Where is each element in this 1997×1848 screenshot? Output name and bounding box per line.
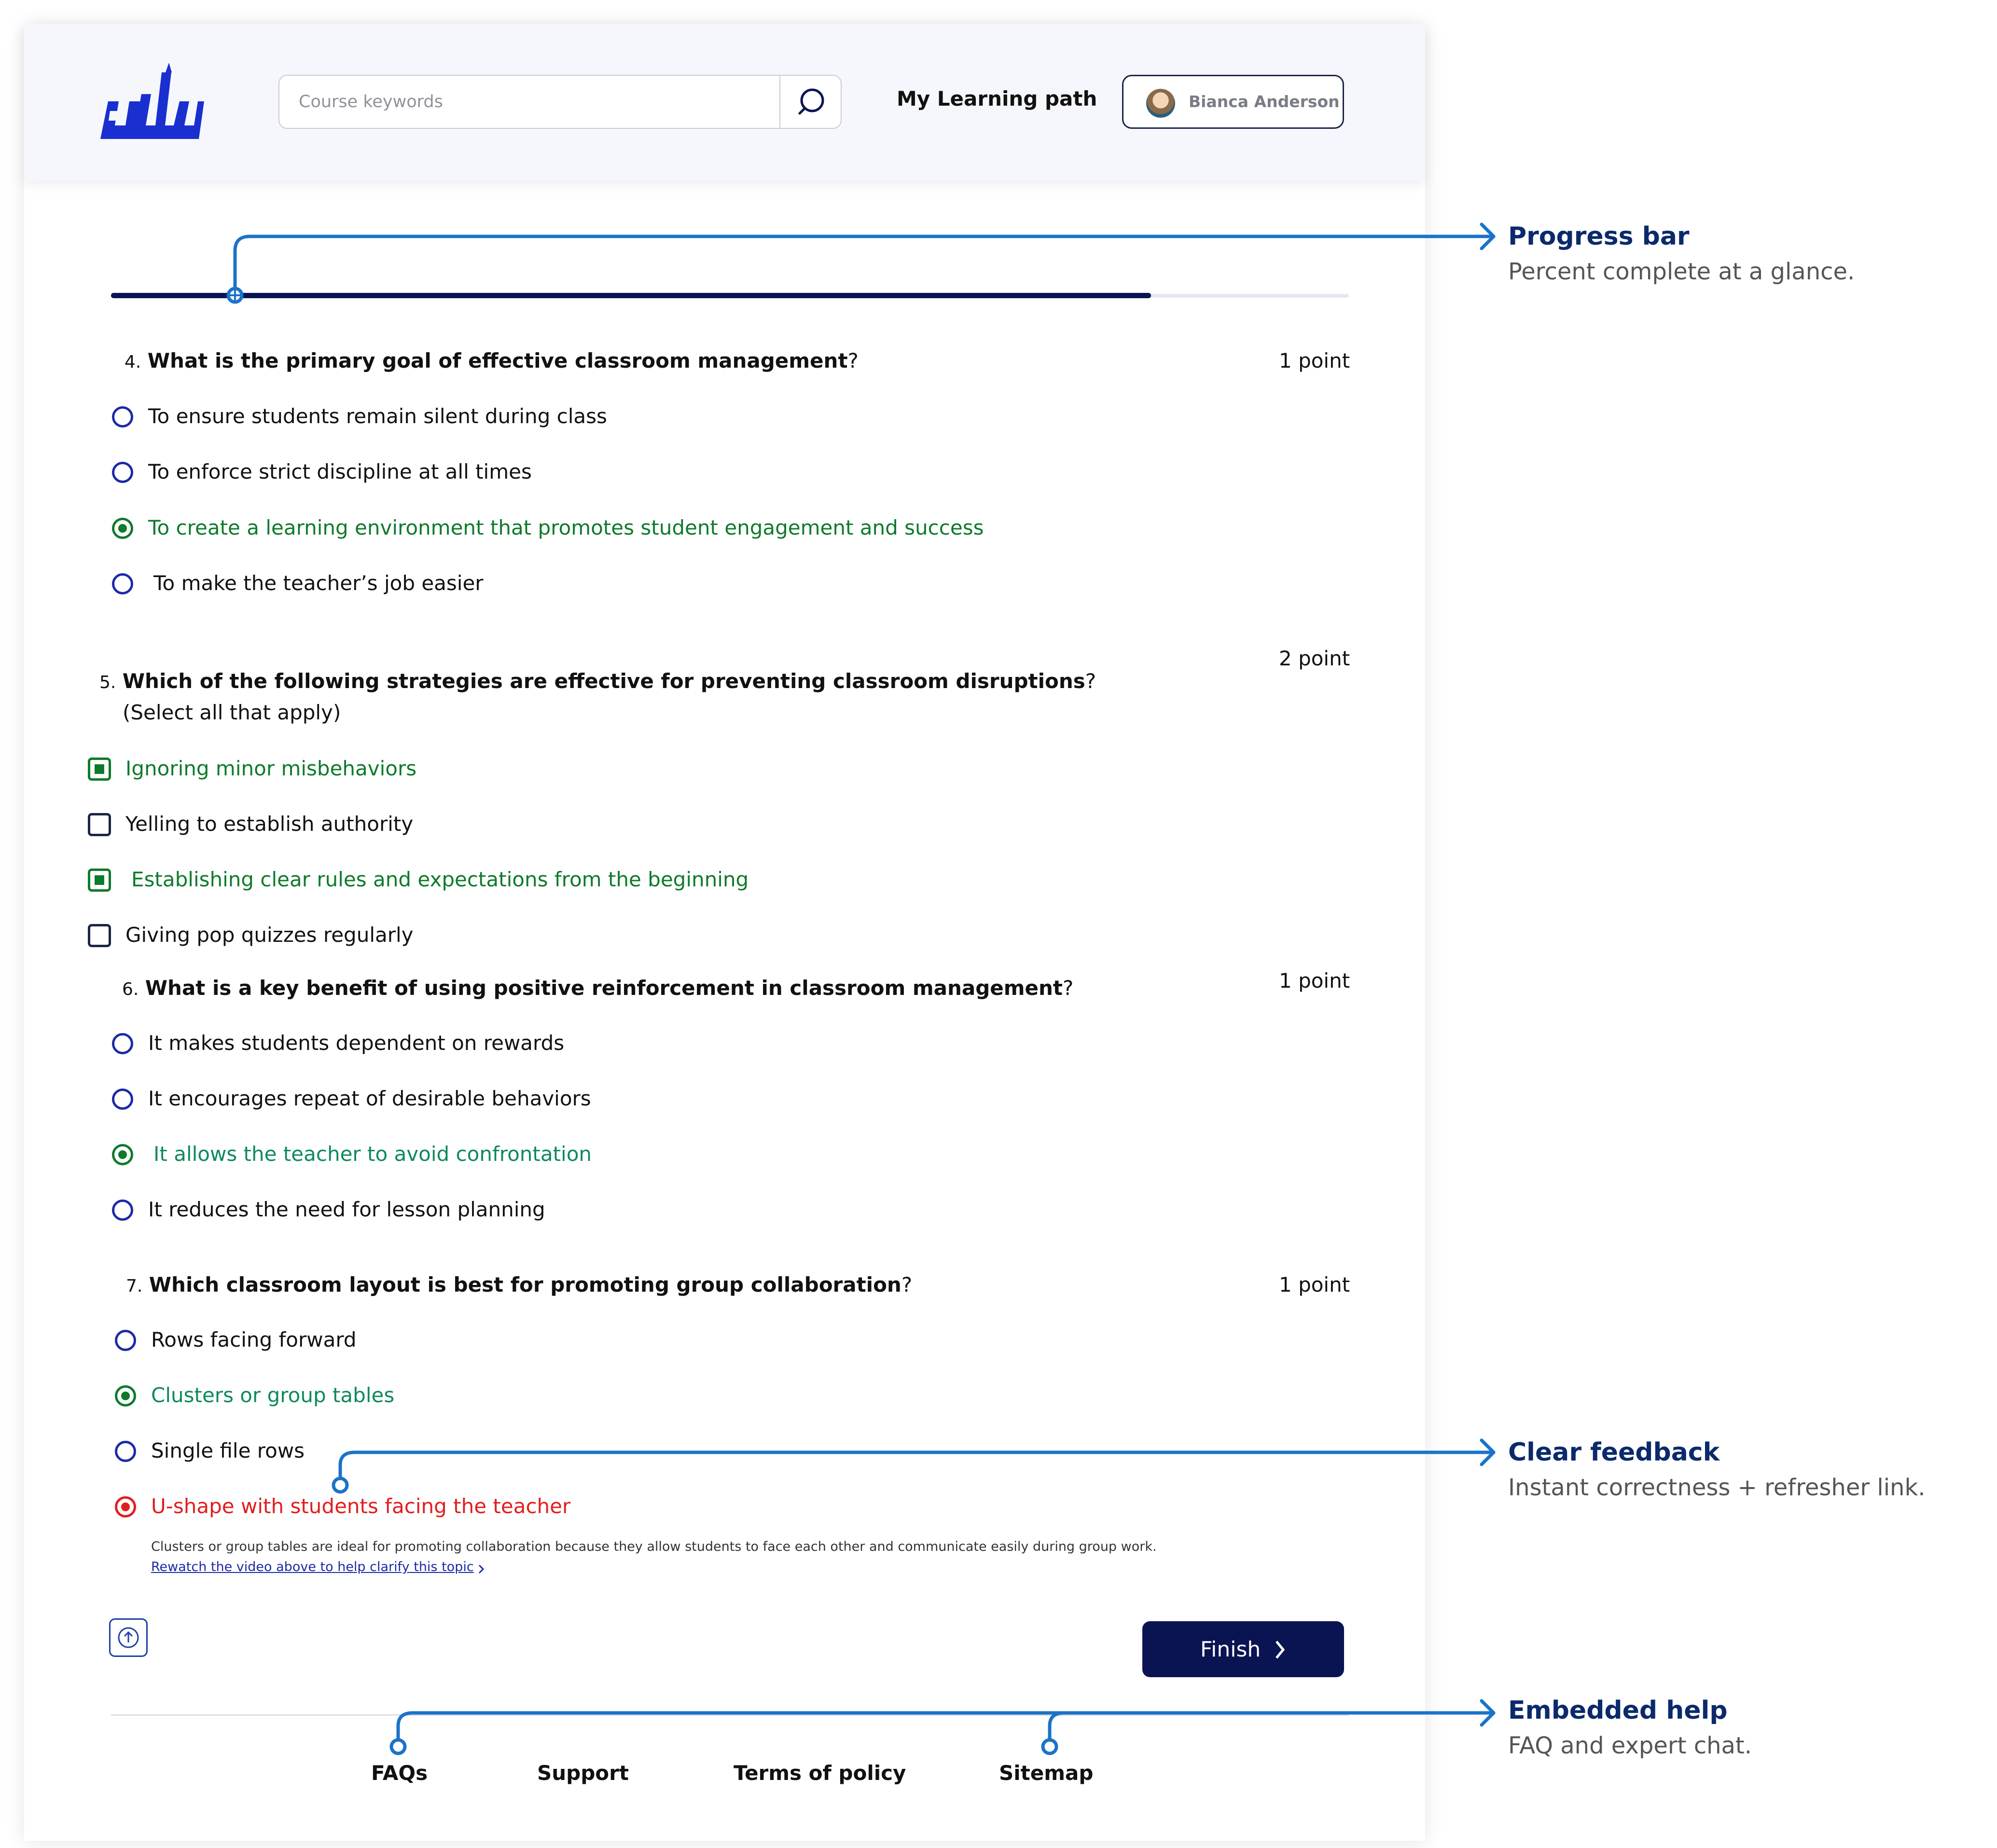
finish-label: Finish: [1200, 1637, 1261, 1662]
annotation-help-desc: FAQ and expert chat.: [1508, 1732, 1752, 1759]
question-7-points: 1 point: [1279, 1273, 1350, 1296]
feedback-explanation: Clusters or group tables are ideal for promoting collaboration because they allow students to face each other and communicate easily during group work.: [151, 1539, 1157, 1554]
annotation-feedback-desc: Instant correctness + refresher link.: [1508, 1474, 1926, 1501]
feedback-callout-line: [340, 1452, 1494, 1485]
option-label-incorrect: U-shape with students facing the teacher: [151, 1494, 571, 1518]
option-label-correct: Establishing clear rules and expectations from the beginning: [131, 868, 749, 891]
option-label: To ensure students remain silent during class: [148, 404, 607, 428]
annotation-progress-title: Progress bar: [1508, 222, 1690, 251]
help-callout-dot-2: [1043, 1740, 1056, 1753]
refresher-link-label[interactable]: Rewatch the video above to help clarify this topic: [151, 1559, 474, 1574]
help-callout-dot-1: [391, 1740, 405, 1753]
option-label: Yelling to establish authority: [125, 812, 414, 836]
option-label: Rows facing forward: [151, 1328, 357, 1352]
help-callout-line: [398, 1713, 1494, 1747]
option-label-correct: To create a learning environment that promotes student engagement and success: [148, 516, 984, 539]
progress-callout-line: [235, 236, 1494, 295]
annotation-progress-desc: Percent complete at a glance.: [1508, 258, 1855, 285]
option-label-correct: Clusters or group tables: [151, 1383, 395, 1407]
feedback-callout-dot: [333, 1478, 347, 1492]
question-7-title: 7. Which classroom layout is best for promoting group collaboration?: [126, 1273, 913, 1296]
footer-link-terms[interactable]: Terms of policy: [734, 1761, 906, 1785]
question-4-points: 1 point: [1279, 349, 1350, 372]
question-4-title: 4. What is the primary goal of effective classroom management?: [125, 349, 859, 372]
footer-link-sitemap[interactable]: Sitemap: [999, 1761, 1094, 1785]
question-6-title: 6. What is a key benefit of using positive reinforcement in classroom management?: [122, 976, 1074, 1000]
option-label: It encourages repeat of desirable behaviors: [148, 1087, 591, 1110]
option-label-correct: Ignoring minor misbehaviors: [125, 757, 417, 780]
question-5-subtitle: (Select all that apply): [123, 701, 341, 724]
option-label: To make the teacher’s job easier: [153, 571, 484, 595]
option-label: Single file rows: [151, 1439, 305, 1462]
question-5-title: 5. Which of the following strategies are effective for preventing classroom disruptions?: [99, 669, 1096, 693]
question-6-points: 1 point: [1279, 969, 1350, 993]
footer-link-support[interactable]: Support: [537, 1761, 629, 1785]
option-label: It makes students dependent on rewards: [148, 1031, 565, 1055]
user-name: Bianca Anderson: [1189, 92, 1340, 111]
option-label: To enforce strict discipline at all times: [148, 460, 532, 483]
option-label: It reduces the need for lesson planning: [148, 1198, 545, 1221]
option-label: Giving pop quizzes regularly: [125, 923, 414, 947]
question-5-points: 2 point: [1279, 647, 1350, 670]
annotation-feedback-title: Clear feedback: [1508, 1438, 1720, 1467]
annotation-help-title: Embedded help: [1508, 1696, 1728, 1725]
option-label-correct: It allows the teacher to avoid confrontation: [153, 1142, 592, 1166]
footer-link-faqs[interactable]: FAQs: [371, 1761, 428, 1785]
my-learning-path-link[interactable]: My Learning path: [897, 87, 1097, 110]
